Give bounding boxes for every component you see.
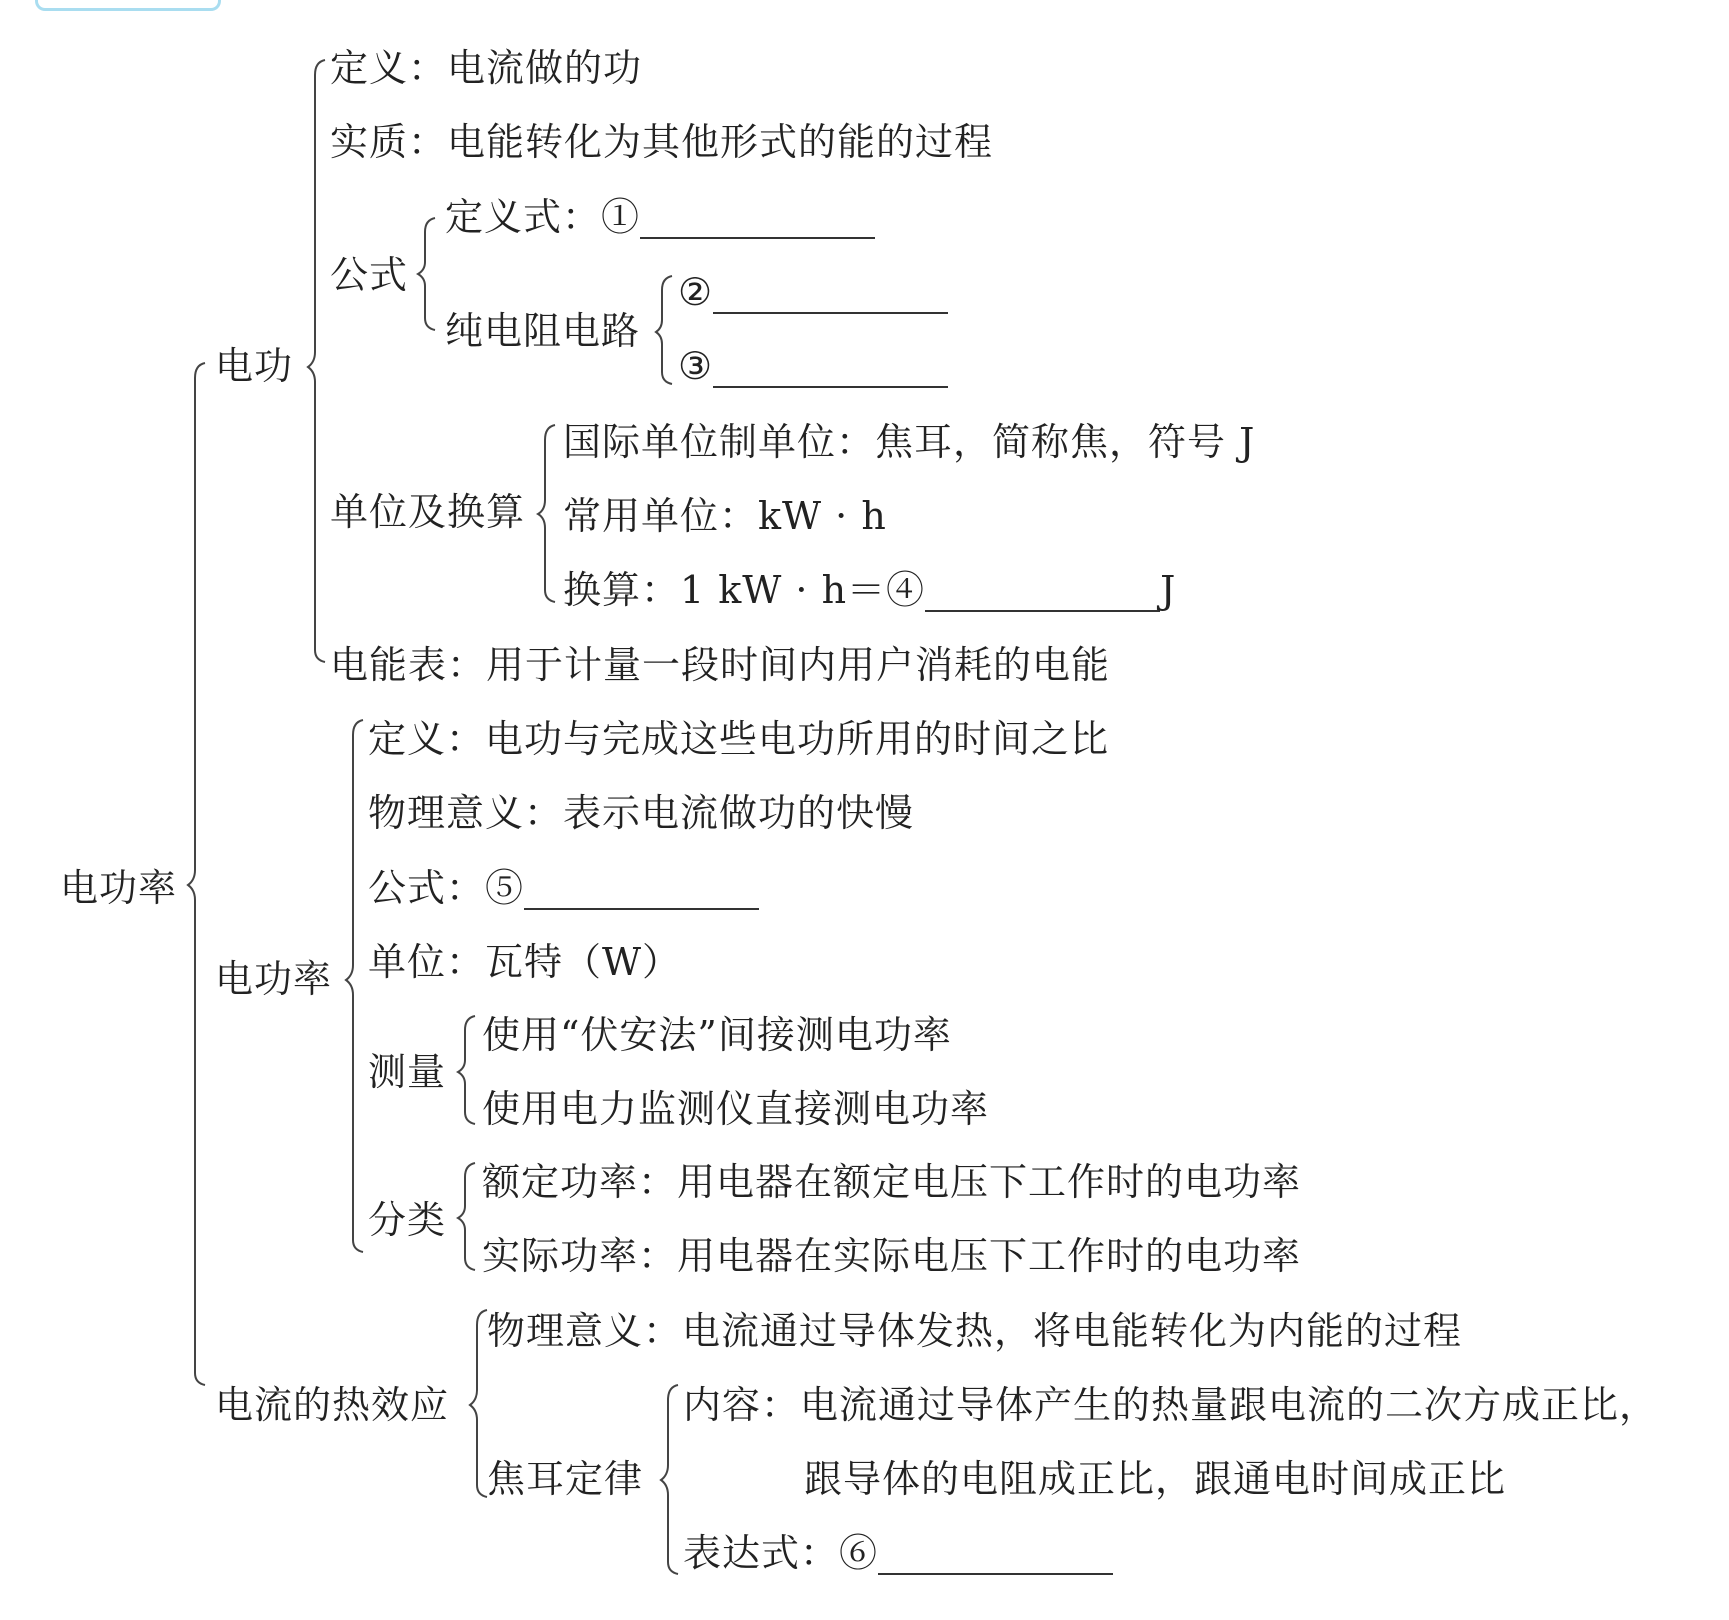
answer-blank-1[interactable] bbox=[640, 201, 875, 239]
unit-conversion bbox=[563, 568, 1176, 612]
joule-content-line2: 跟导体的电阻成正比，跟通电时间成正比 bbox=[804, 1457, 1507, 1501]
joule-content-line1: 内容：电流通过导体产生的热量跟电流的二次方成正比， bbox=[683, 1383, 1659, 1427]
pure-resistance-brace bbox=[656, 276, 672, 384]
measurement-method-1: 使用“伏安法”间接测电功率 bbox=[482, 1013, 952, 1057]
actual-power: 实际功率：用电器在实际电压下工作时的电功率 bbox=[482, 1234, 1302, 1278]
defining-formula-text: 定义式：① bbox=[445, 195, 641, 239]
power-meaning: 物理意义：表示电流做功的快慢 bbox=[368, 791, 915, 835]
power-unit: 单位：瓦特（W） bbox=[368, 940, 682, 984]
classification-label: 分类 bbox=[368, 1198, 447, 1242]
pure-resistance-item-2 bbox=[678, 270, 948, 314]
power-label: 电功率 bbox=[215, 957, 333, 1001]
heat-effect-label: 电流的热效应 bbox=[215, 1383, 450, 1427]
answer-blank-3[interactable] bbox=[713, 350, 948, 388]
root-label: 电功率 bbox=[60, 866, 178, 910]
power-definition: 定义：电功与完成这些电功所用的时间之比 bbox=[368, 717, 1110, 761]
conversion-unit: J bbox=[1160, 568, 1177, 612]
item-3-marker: ③ bbox=[678, 344, 714, 388]
heat-brace bbox=[470, 1310, 487, 1497]
work-definition: 定义：电流做的功 bbox=[330, 46, 643, 90]
energy-meter: 电能表：用于计量一段时间内用户消耗的电能 bbox=[330, 643, 1111, 687]
units-label: 单位及换算 bbox=[330, 490, 526, 534]
classification-brace bbox=[458, 1163, 475, 1270]
common-unit: 常用单位：kW · h bbox=[563, 494, 887, 538]
measurement-label: 测量 bbox=[368, 1050, 447, 1094]
root-brace bbox=[188, 363, 205, 1385]
joule-expression bbox=[683, 1531, 1113, 1575]
rated-power: 额定功率：用电器在额定电压下工作时的电功率 bbox=[482, 1160, 1302, 1204]
heat-meaning: 物理意义：电流通过导体发热，将电能转化为内能的过程 bbox=[487, 1309, 1463, 1353]
units-brace bbox=[538, 425, 555, 602]
answer-blank-5[interactable] bbox=[524, 872, 759, 910]
power-formula bbox=[368, 866, 759, 910]
work-label: 电功 bbox=[215, 344, 294, 388]
answer-blank-6[interactable] bbox=[878, 1537, 1113, 1575]
formula-brace bbox=[418, 218, 435, 330]
conversion-text: 换算：1 kW · h＝④ bbox=[563, 568, 926, 612]
pure-resistance-item-3 bbox=[678, 344, 948, 388]
item-2-marker: ② bbox=[678, 270, 714, 314]
answer-blank-4[interactable] bbox=[925, 574, 1160, 612]
joule-expression-text: 表达式：⑥ bbox=[683, 1531, 879, 1575]
pure-resistance-label: 纯电阻电路 bbox=[445, 309, 641, 353]
power-brace bbox=[346, 720, 363, 1252]
work-brace bbox=[308, 60, 325, 662]
power-formula-text: 公式：⑤ bbox=[368, 866, 525, 910]
si-unit: 国际单位制单位：焦耳，简称焦，符号 J bbox=[563, 420, 1256, 464]
defining-formula bbox=[445, 195, 875, 239]
joule-brace bbox=[661, 1385, 678, 1574]
formula-label: 公式 bbox=[330, 253, 409, 297]
work-essence: 实质：电能转化为其他形式的能的过程 bbox=[330, 120, 994, 164]
answer-blank-2[interactable] bbox=[713, 276, 948, 314]
joule-law-label: 焦耳定律 bbox=[487, 1457, 644, 1501]
measurement-brace bbox=[458, 1016, 475, 1124]
measurement-method-2: 使用电力监测仪直接测电功率 bbox=[482, 1087, 990, 1131]
